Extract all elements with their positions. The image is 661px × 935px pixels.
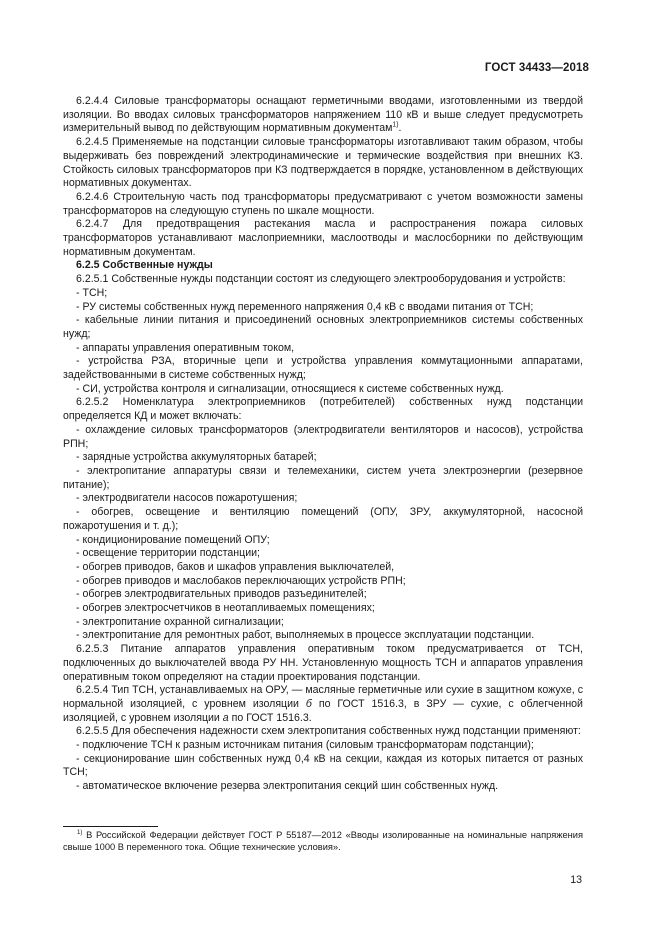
list-item: - подключение ТСН к разным источникам питания (силовым трансформаторам подстанции); (76, 739, 534, 752)
page-number: 13 (570, 874, 582, 886)
list-item: - автоматическое включение резерва электропитания секций шин собственных нужд. (76, 780, 499, 793)
list-item: - ТСН; (76, 286, 108, 299)
list-item: - зарядные устройства аккумуляторных батарей; (76, 451, 317, 464)
standard-number: ГОСТ 34433—2018 (484, 62, 589, 74)
list-item: - кондиционирование помещений ОПУ; (76, 533, 270, 546)
list-item: - устройства РЗА, вторичные цепи и устройства управления коммутационными аппаратами, задействованными в системе собственных нужд; (63, 355, 583, 382)
list-item: - кабельные линии питания и присоединений основных электроприемников системы собственных нужд; (63, 314, 583, 340)
footnote-reference[interactable]: 1) (392, 121, 399, 129)
list-item: - аппараты управления оперативным током, (76, 341, 295, 354)
paragraph-6-2-4-5: 6.2.4.5 Применяемые на подстанции силовые трансформаторы изготавливают таким образом, чтобы выдерживать без повреждений электродинамические и термические воздействия при внешних КЗ. Стойкость силовых трансформаторов при КЗ подтверждается в порядке, установленном в действующих нормативных документах. (63, 136, 583, 190)
section-heading-6-2-5: 6.2.5 Собственные нужды (76, 259, 213, 272)
list-item: - электропитание аппаратуры связи и телемеханики, систем учета электроэнергии (резервное питание); (63, 464, 583, 491)
paragraph-6-2-5-5: 6.2.5.5 Для обеспечения надежности схем электропитания собственных нужд подстанции применяют: (76, 725, 581, 738)
paragraph-6-2-5-4: 6.2.5.4 Тип ТСН, устанавливаемых на ОРУ, — масляные герметичные или сухие в защитном кожухе, с нормальной изоляцией, с уровнем изоляции б по ГОСТ 1516.3, в ЗРУ — сухие, с облегченной изоляцией, с уровнем изоляции а по ГОСТ 1516.3. (63, 684, 583, 724)
list-item: - обогрев электродвигательных приводов разъединителей; (76, 588, 367, 601)
list-item: - секционирование шин собственных нужд 0,4 кВ на секции, каждая из которых питается от разных ТСН; (63, 752, 583, 779)
list-item: - электропитание для ремонтных работ, выполняемых в процессе эксплуатации подстанции. (76, 629, 535, 642)
list-item: - обогрев электросчетчиков в неотапливаемых помещениях; (76, 602, 375, 615)
list-item: - обогрев приводов, баков и шкафов управления выключателей, (76, 560, 395, 573)
paragraph-6-2-5-3: 6.2.5.3 Питание аппаратов управления оперативным током предусматривается от ТСН, подключенных до выключателей ввода РУ НН. Установленную мощность ТСН и аппаратов управления оперативным током определяют на стадии проектирования подстанции. (63, 643, 583, 683)
footnote (63, 829, 583, 853)
paragraph-6-2-4-7: 6.2.4.7 Для предотвращения растекания масла и распространения пожара силовых трансформаторов устанавливают маслоприемники, маслоотводы и маслосборники по действующим нормативным документам. (63, 218, 583, 258)
list-item: - обогрев, освещение и вентиляцию помещений (ОПУ, ЗРУ, аккумуляторной, насосной пожаротушения и т. д.); (63, 506, 583, 532)
footnote-divider (63, 826, 158, 827)
document-body (63, 95, 583, 794)
footnote-marker: 1) (77, 829, 83, 836)
list-item: - СИ, устройства контроля и сигнализации, относящиеся к системе собственных нужд. (76, 382, 504, 395)
paragraph-6-2-5-2: 6.2.5.2 Номенклатура электроприемников (потребителей) собственных нужд подстанции определяется КД и может включать: (63, 396, 583, 423)
list-item: - обогрев приводов и маслобаков переключающих устройств РПН; (76, 574, 406, 587)
paragraph-6-2-5-1: 6.2.5.1 Собственные нужды подстанции состоят из следующего электрооборудования и устройств: (76, 273, 566, 286)
list-item: - охлаждение силовых трансформаторов (электродвигатели вентиляторов и насосов), устройства РПН; (63, 423, 583, 450)
footnote-text: В Российской Федерации действует ГОСТ Р 55187—2012 «Вводы изолированные на номинальные напряжения свыше 1000 В переменного тока. Общие технические условия». (63, 830, 583, 852)
list-item: - электродвигатели насосов пожаротушения; (76, 492, 298, 505)
paragraph-6-2-4-6: 6.2.4.6 Строительную часть под трансформаторы предусматривают с учетом возможности замены трансформаторов на следующую ступень по шкале мощности. (63, 190, 583, 217)
list-item: - освещение территории подстанции; (76, 547, 260, 560)
list-item: - РУ системы собственных нужд переменного напряжения 0,4 кВ с вводами питания от ТСН; (76, 300, 534, 313)
list-item: - электропитание охранной сигнализации; (76, 615, 284, 628)
paragraph-6-2-4-4: 6.2.4.4 Силовые трансформаторы оснащают герметичными вводами, изготовленными из твердой изоляции. Во вводах силовых трансформаторов напряжением 110 кВ и выше следует предусмотреть измерительный вывод по действующим нормативным документам$^{1)}$. (63, 95, 583, 135)
